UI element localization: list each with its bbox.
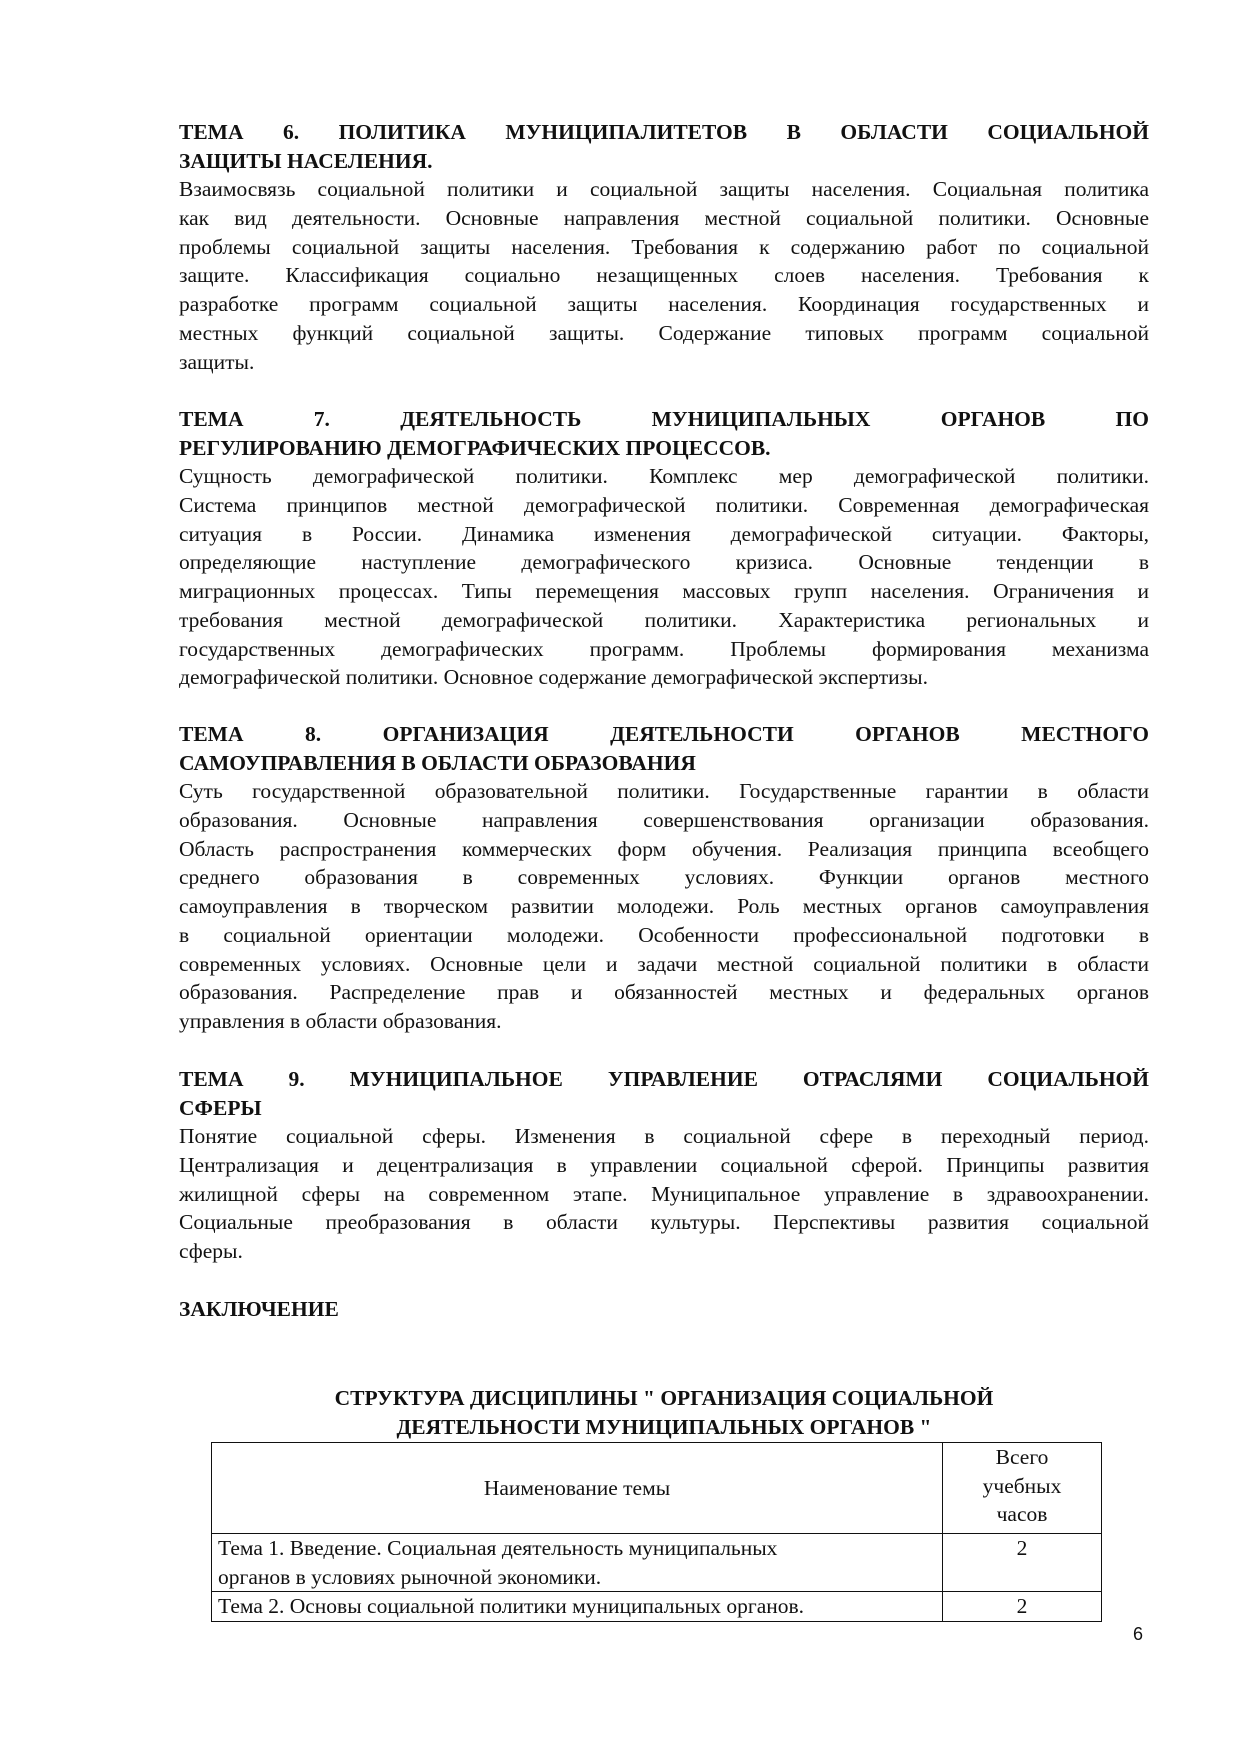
- paragraph-line: современных условиях. Основные цели и задачи местной социальной политики в области: [179, 951, 1149, 976]
- paragraph-line: государственных демографических программ. Проблемы формирования механизма: [179, 636, 1149, 661]
- row-hours: 2: [943, 1534, 1102, 1592]
- section-heading: ТЕМА 9. МУНИЦИПАЛЬНОЕ УПРАВЛЕНИЕ ОТРАСЛЯМИ СОЦИАЛЬНОЙ: [179, 1067, 1149, 1091]
- row-hours: 2: [943, 1592, 1102, 1622]
- section-heading: РЕГУЛИРОВАНИЮ ДЕМОГРАФИЧЕСКИХ ПРОЦЕССОВ.: [179, 435, 771, 460]
- paragraph-line: Понятие социальной сферы. Изменения в социальной сфере в переходный период.: [179, 1124, 1149, 1149]
- paragraph-line: ситуация в России. Динамика изменения демографической ситуации. Факторы,: [179, 521, 1149, 546]
- conclusion-heading: ЗАКЛЮЧЕНИЕ: [179, 1297, 339, 1321]
- section-6: [179, 118, 1149, 376]
- paragraph-line: жилищной сферы на современном этапе. Муниципальное управление в здравоохранении.: [179, 1181, 1149, 1206]
- paragraph-line: Область распространения коммерческих форм обучения. Реализация принципа всеобщего: [179, 836, 1149, 861]
- paragraph-line: местных функций социальной защиты. Содержание типовых программ социальной: [179, 320, 1149, 345]
- table-header-row: [212, 1443, 1102, 1534]
- paragraph-line: защите. Классификация социально незащищенных слоев населения. Требования к: [179, 263, 1149, 288]
- section-heading: ТЕМА 8. ОРГАНИЗАЦИЯ ДЕЯТЕЛЬНОСТИ ОРГАНОВ МЕСТНОГО: [179, 722, 1149, 746]
- table-row: [212, 1534, 1102, 1592]
- paragraph-line: Система принципов местной демографической политики. Современная демографическая: [179, 493, 1149, 518]
- section-8: [179, 720, 1149, 1036]
- section-heading: САМОУПРАВЛЕНИЯ В ОБЛАСТИ ОБРАЗОВАНИЯ: [179, 750, 696, 775]
- paragraph-line: среднего образования в современных условиях. Функции органов местного: [179, 865, 1149, 890]
- page-number: 6: [1133, 1624, 1144, 1644]
- paragraph-line: защиты.: [179, 349, 255, 374]
- paragraph-line: сферы.: [179, 1239, 243, 1264]
- structure-table: [211, 1442, 1102, 1622]
- section-7: [179, 405, 1149, 692]
- paragraph-line: разработке программ социальной защиты населения. Координация государственных и: [179, 292, 1149, 317]
- header-topic: Наименование темы: [212, 1443, 943, 1534]
- structure-title: СТРУКТУРА ДИСЦИПЛИНЫ " ОРГАНИЗАЦИЯ СОЦИАЛЬНОЙ ДЕЯТЕЛЬНОСТИ МУНИЦИПАЛЬНЫХ ОРГАНОВ ": [334, 1386, 994, 1439]
- paragraph-line: демографической политики. Основное содержание демографической экспертизы.: [179, 665, 928, 690]
- row-topic: Тема 1. Введение. Социальная деятельность муниципальных органов в условиях рыночной экономики.: [212, 1534, 943, 1592]
- header-hours: Всего учебных часов: [943, 1443, 1102, 1534]
- section-9: [179, 1065, 1149, 1266]
- section-heading: ТЕМА 6. ПОЛИТИКА МУНИЦИПАЛИТЕТОВ В ОБЛАСТИ СОЦИАЛЬНОЙ: [179, 120, 1149, 144]
- paragraph-line: образования. Распределение прав и обязанностей местных и федеральных органов: [179, 980, 1149, 1005]
- paragraph-line: проблемы социальной защиты населения. Требования к содержанию работ по социальной: [179, 234, 1149, 259]
- section-heading: ЗАЩИТЫ НАСЕЛЕНИЯ.: [179, 148, 433, 173]
- paragraph-line: самоуправления в творческом развитии молодежи. Роль местных органов самоуправления: [179, 894, 1149, 919]
- paragraph-line: образования. Основные направления совершенствования организации образования.: [179, 808, 1149, 833]
- paragraph-line: в социальной ориентации молодежи. Особенности профессиональной подготовки в: [179, 922, 1149, 947]
- paragraph-line: как вид деятельности. Основные направления местной социальной политики. Основные: [179, 206, 1149, 231]
- paragraph-line: требования местной демографической политики. Характеристика региональных и: [179, 607, 1149, 632]
- paragraph-line: управления в области образования.: [179, 1008, 502, 1033]
- paragraph-line: Взаимосвязь социальной политики и социальной защиты населения. Социальная политика: [179, 177, 1149, 202]
- paragraph-line: определяющие наступление демографического кризиса. Основные тенденции в: [179, 550, 1149, 575]
- paragraph-line: Централизация и децентрализация в управлении социальной сферой. Принципы развития: [179, 1153, 1149, 1178]
- table-row: [212, 1592, 1102, 1622]
- paragraph-line: Социальные преобразования в области культуры. Перспективы развития социальной: [179, 1210, 1149, 1235]
- paragraph-line: миграционных процессах. Типы перемещения массовых групп населения. Ограничения и: [179, 579, 1149, 604]
- paragraph-line: Сущность демографической политики. Комплекс мер демографической политики.: [179, 464, 1149, 489]
- section-heading: ТЕМА 7. ДЕЯТЕЛЬНОСТЬ МУНИЦИПАЛЬНЫХ ОРГАНОВ ПО: [179, 407, 1149, 431]
- paragraph-line: Суть государственной образовательной политики. Государственные гарантии в области: [179, 779, 1149, 804]
- section-heading: СФЕРЫ: [179, 1095, 262, 1120]
- row-topic: Тема 2. Основы социальной политики муниципальных органов.: [212, 1592, 943, 1622]
